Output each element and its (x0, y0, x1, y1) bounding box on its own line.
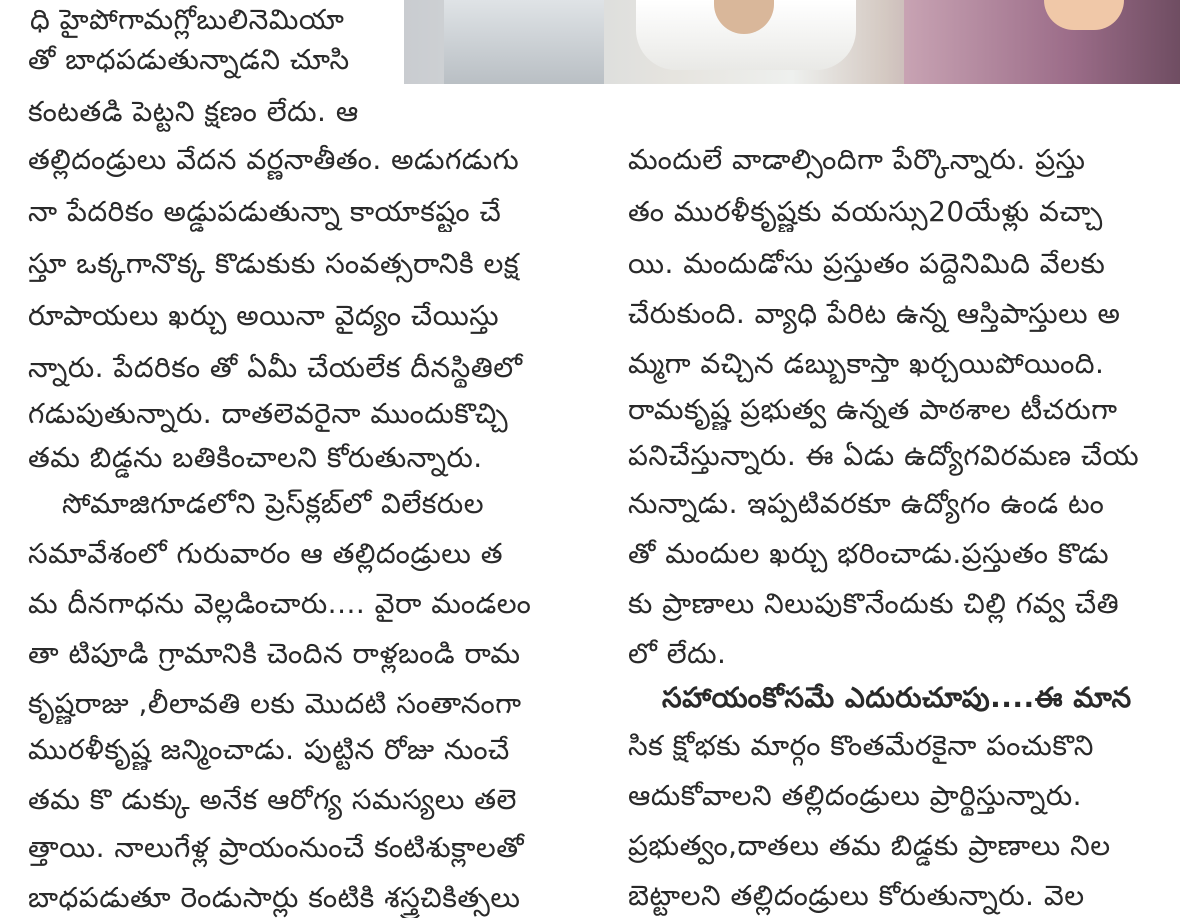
text-line: కృష్ణరాజు ,లీలావతి లకు మొదటి సంతానంగా (28, 687, 522, 720)
text-line: ప్రభుత్వం,దాతలు తమ బిడ్డకు ప్రాణాలు నిల (628, 829, 1111, 862)
text-line: నున్నాడు. ఇప్పటివరకూ ఉద్యోగం ఉండ టం (628, 487, 1105, 520)
photo-figure-right (904, 0, 1180, 84)
paragraph-start-line: సోమాజిగూడలోని ప్రెస్‌క్లబ్‌లో విలేకరుల (62, 487, 485, 520)
text-line: తం మురళీకృష్ణకు వయస్సు20యేళ్లు వచ్చా (628, 195, 1103, 228)
text-line: లో లేదు. (628, 637, 727, 670)
text-line: పనిచేస్తున్నారు. ఈ ఏడు ఉద్యోగవిరమణ చేయ (628, 439, 1140, 472)
text-line: రూపాయలు ఖర్చు అయినా వైద్యం చేయిస్తు (28, 299, 500, 332)
text-line: మురళీకృష్ణ జన్మించాడు. పుట్టిన రోజు నుంచే (28, 733, 510, 766)
text-line: సమావేశంలో గురువారం ఆ తల్లిదండ్రులు త (28, 537, 503, 570)
text-line: త్తాయి. నాలుగేళ్ల ప్రాయంనుంచే కంటిశుక్లాలతో (28, 831, 525, 864)
text-line: ఆదుకోవాలని తల్లిదండ్రులు ప్రార్థిస్తున్నారు. (628, 779, 1083, 812)
text-line: సిక క్షోభకు మార్గం కొంతమేరకైనా పంచుకొని (628, 729, 1094, 762)
text-line: తమ కొ డుక్కు అనేక ఆరోగ్య సమస్యలు తలె (28, 783, 517, 816)
text-line: స్తూ ఒక్కగానొక్క కొడుకుకు సంవత్సరానికి లక్ష (28, 247, 520, 280)
text-line: తమ బిడ్డను బతికించాలని కోరుతున్నారు. (28, 441, 483, 474)
text-line: తో బాధపడుతున్నాడని చూసి (28, 43, 350, 76)
text-line: గడుపుతున్నారు. దాతలెవరైనా ముందుకొచ్చి (28, 397, 509, 430)
text-line: న్నారు. పేదరికం తో ఏమీ చేయలేక దీనస్థితిలో (28, 351, 523, 384)
text-line: రామకృష్ణ ప్రభుత్వ ఉన్నత పాఠశాల టీచరుగా (628, 393, 1118, 426)
text-line: తో మందుల ఖర్చు భరించాడు.ప్రస్తుతం కొడు (628, 537, 1110, 570)
text-line: ధి హైపోగామగ్లోబులినెమియా (30, 3, 345, 36)
text-line: బెట్టాలని తల్లిదండ్రులు కోరుతున్నారు. వెల (628, 879, 1085, 912)
text-line: నా పేదరికం అడ్డుపడుతున్నా కాయాకష్టం చే (28, 195, 502, 228)
subheading-line: సహాయంకోసమే ఎదురుచూపు....ఈ మాన (662, 681, 1132, 714)
text-line: బాధపడుతూ రెండుసార్లు కంటికి శస్త్రచికిత్సలు (28, 881, 521, 914)
text-line: మందులే వాడాల్సిందిగా పేర్కొన్నారు. ప్రస్తు (628, 143, 1086, 176)
text-line: కు ప్రాణాలు నిలుపుకొనేందుకు చిల్లి గవ్వ చేతి (628, 587, 1120, 620)
text-line: తా టిపూడి గ్రామానికి చెందిన రాళ్లబండి రామ (28, 637, 521, 670)
text-line: మ దీనగాధను వెల్లడించారు.... వైరా మండలం (28, 587, 532, 620)
text-line: తల్లిదండ్రులు వేదన వర్ణనాతీతం. అడుగడుగు (28, 143, 520, 176)
text-line: కంటతడి పెట్టని క్షణం లేదు. ఆ (28, 95, 359, 128)
text-line: మ్మగా వచ్చిన డబ్బుకాస్తా ఖర్చయిపోయింది. (628, 347, 1105, 380)
text-line: చేరుకుంది. వ్యాధి పేరిట ఉన్న ఆస్తిపాస్తులు అ (628, 297, 1121, 330)
text-line: యి. మందుడోసు ప్రస్తుతం పద్దెనిమిది వేలకు (628, 247, 1106, 280)
